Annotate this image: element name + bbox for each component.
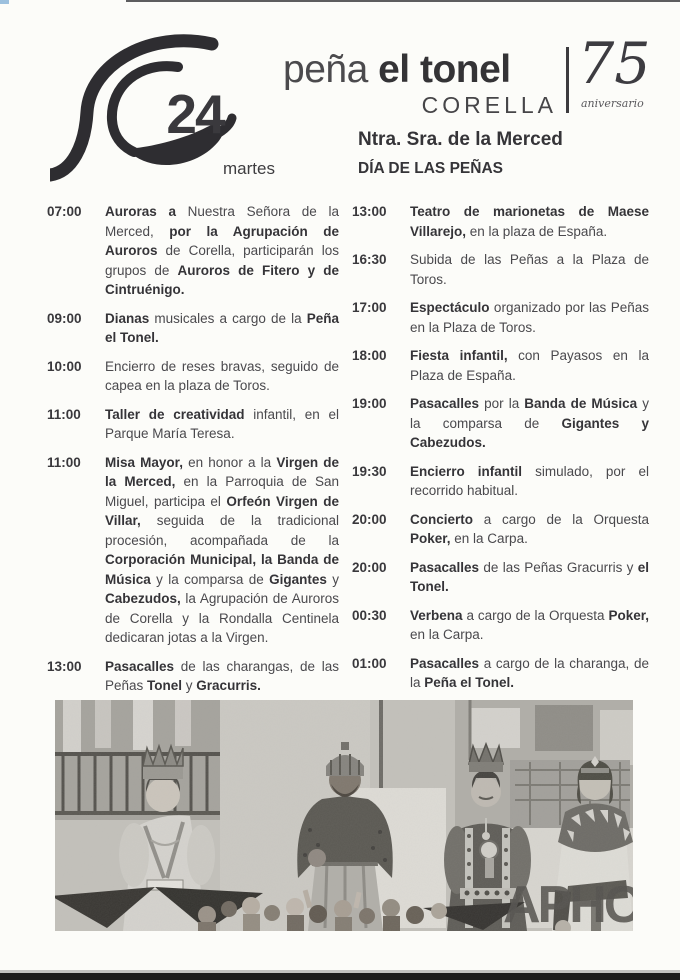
event-description: Pasacalles de las Peñas Gracurris y el Tonel.	[410, 559, 649, 594]
event-time: 20:00	[352, 559, 387, 575]
event-description: Subida de las Peñas a la Plaza de Toros.	[410, 252, 649, 287]
brand-divider	[566, 47, 569, 113]
schedule-entry	[47, 309, 339, 348]
schedule-entry	[352, 394, 649, 453]
event-description: Verbena a cargo de la Orquesta Poker, en la Carpa.	[410, 607, 649, 642]
schedule-entry	[352, 298, 649, 337]
scan-corner-artifact	[0, 0, 9, 4]
brand-name	[283, 50, 557, 91]
event-time: 10:00	[47, 358, 82, 374]
schedule-entry	[47, 357, 339, 396]
scan-edge-line	[126, 0, 680, 2]
schedule-entry	[47, 405, 339, 444]
event-description: Concierto a cargo de la Orquesta Poker, en la Carpa.	[410, 511, 649, 546]
gigantes-parade-photo	[55, 700, 633, 931]
event-time: 20:00	[352, 511, 387, 527]
event-description: Pasacalles a cargo de la charanga, de la Peña el Tonel.	[410, 655, 649, 690]
event-description: Espectáculo organizado por las Peñas en la Plaza de Toros.	[410, 300, 649, 335]
anniversary-label: aniversario	[581, 97, 644, 110]
schedule-entry	[352, 462, 649, 501]
event-time: 09:00	[47, 310, 82, 326]
event-time: 17:00	[352, 300, 387, 315]
anniversary-number: 75	[578, 31, 651, 97]
event-time: 07:00	[47, 204, 82, 219]
schedule-entry	[47, 453, 339, 648]
schedule-column-right	[352, 202, 649, 702]
event-description: Misa Mayor, en honor a la Virgen de la Merced, en la Parroquia de San Miguel, participa el Orfeón Virgen de Villar, seguida de la tradicional procesión, acompañada de la Corporación Municipal, la Banda de Música y la comparsa de Gigantes y Cabezudos, la Agrupación de Auroros de Corella y la Rondalla Centinela dedicaran jotas a la Virgen.	[105, 454, 339, 645]
event-time: 19:00	[352, 396, 387, 411]
event-description: Pasacalles por la Banda de Música y la comparsa de Gigantes y Cabezudos.	[410, 396, 649, 450]
event-description: Teatro de marionetas de Maese Villarejo, en la plaza de España.	[410, 204, 649, 239]
brand-name-bold: el tonel	[378, 48, 511, 91]
schedule-entry	[352, 250, 649, 289]
fiesta-subtitle: DÍA DE LAS PEÑAS	[358, 160, 503, 177]
event-description: Pasacalles de las charangas, de las Peñas Tonel y Gracurris.	[105, 658, 339, 693]
schedule-entry	[352, 510, 649, 549]
schedule-entry	[352, 558, 649, 597]
event-time: 13:00	[47, 658, 82, 674]
event-time: 00:30	[352, 607, 387, 623]
day-number: 24	[166, 83, 224, 145]
event-description: Fiesta infantil, con Payasos en la Plaza de España.	[410, 348, 649, 383]
event-time: 19:30	[352, 463, 387, 479]
schedule-entry	[352, 606, 649, 645]
event-time: 18:00	[352, 348, 387, 363]
brand-block	[283, 50, 557, 119]
event-time: 13:00	[352, 204, 387, 219]
event-description: Auroras a Nuestra Señora de la Merced, por la Agrupación de Auroros de Corella, participarán los grupos de Auroros de Fitero y de Cintruénigo.	[105, 204, 340, 297]
scan-bottom-edge	[0, 973, 680, 980]
schedule-column-left	[47, 202, 339, 705]
event-time: 11:00	[47, 454, 81, 470]
schedule-entry	[47, 657, 339, 696]
schedule-entry	[352, 202, 649, 241]
event-description: Encierro de reses bravas, seguido de capea en la plaza de Toros.	[105, 358, 339, 393]
event-description: Dianas musicales a cargo de la Peña el Tonel.	[105, 310, 339, 345]
event-time: 11:00	[47, 406, 81, 422]
schedule-entry	[47, 202, 339, 300]
day-name: martes	[223, 159, 275, 178]
event-description: Taller de creatividad infantil, en el Parque María Teresa.	[105, 406, 339, 441]
event-time: 16:30	[352, 252, 387, 267]
schedule-entry	[352, 654, 649, 693]
schedule-entry	[352, 346, 649, 385]
event-time: 01:00	[352, 655, 387, 671]
brand-city: CORELLA	[421, 91, 557, 118]
fiesta-title: Ntra. Sra. de la Merced	[358, 129, 563, 150]
brand-name-light: peña	[283, 48, 379, 91]
event-description: Encierro infantil simulado, por el recorrido habitual.	[410, 463, 649, 498]
